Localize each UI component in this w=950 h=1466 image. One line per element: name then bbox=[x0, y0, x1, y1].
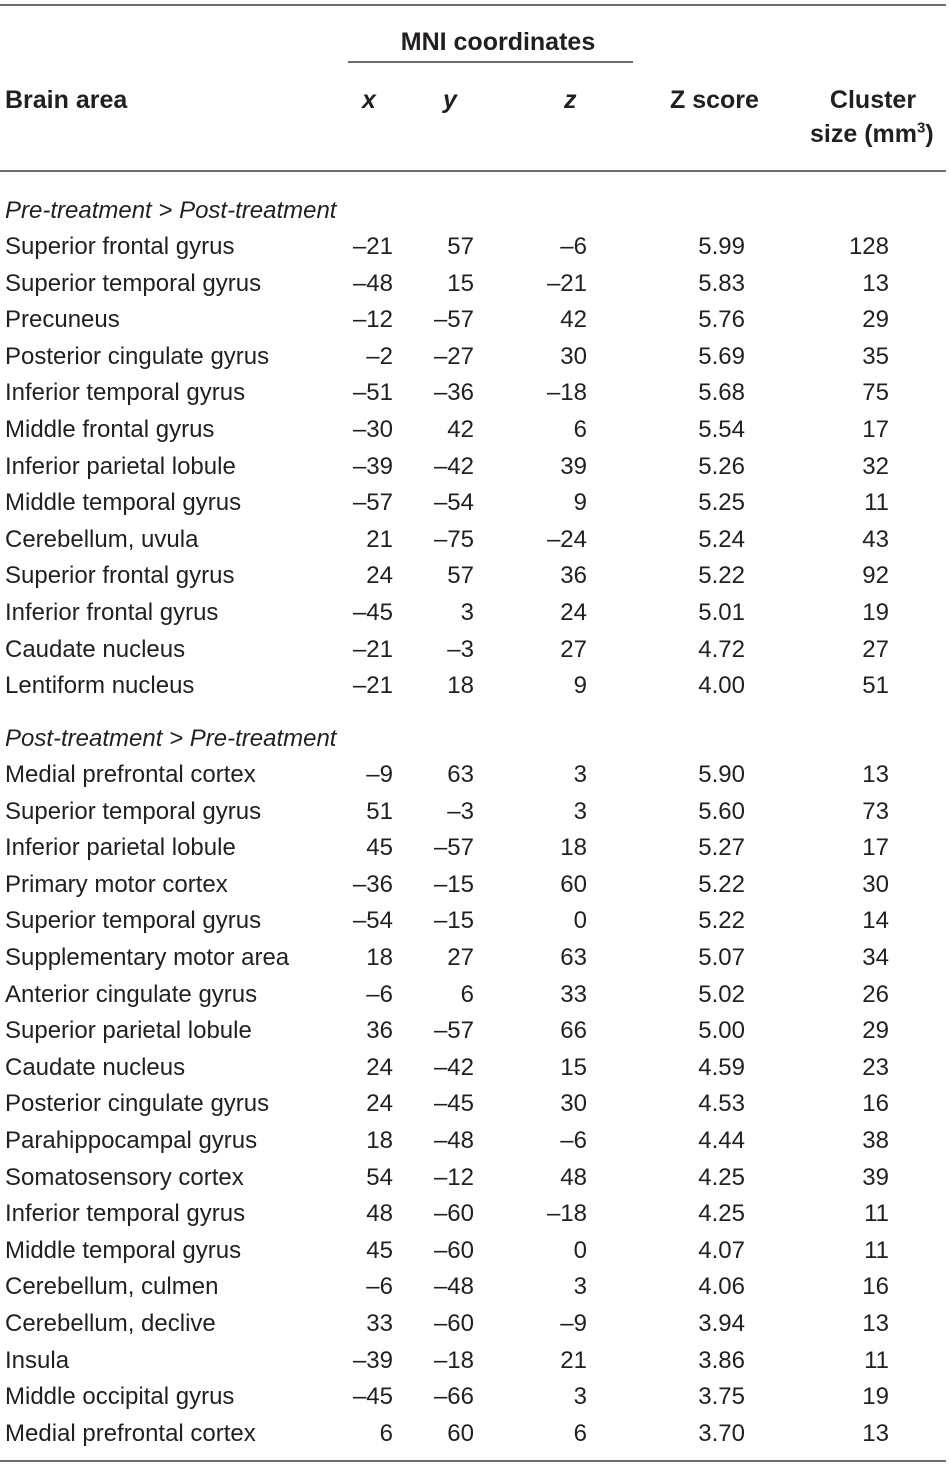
cluster-size-cell: 30 bbox=[862, 870, 889, 898]
z-cell: 63 bbox=[560, 944, 587, 971]
table-row bbox=[0, 1269, 946, 1306]
table-row bbox=[0, 1379, 946, 1416]
brain-area-cell: Cerebellum, declive bbox=[5, 1310, 216, 1337]
brain-area-cell: Somatosensory cortex bbox=[5, 1163, 244, 1191]
cluster-size-cell: 35 bbox=[862, 342, 889, 370]
z-cell: –18 bbox=[546, 1200, 587, 1228]
cluster-size-cell: 17 bbox=[862, 416, 889, 443]
y-cell: 42 bbox=[447, 416, 474, 443]
cluster-size-cell: 29 bbox=[862, 1017, 889, 1045]
x-cell: –6 bbox=[366, 1273, 393, 1301]
z-cell: 42 bbox=[560, 306, 587, 334]
z-cell: 0 bbox=[573, 1236, 587, 1264]
brain-area-cell: Precuneus bbox=[5, 306, 120, 334]
x-cell: 24 bbox=[366, 1053, 393, 1081]
y-cell: 18 bbox=[447, 672, 474, 700]
table-row bbox=[0, 1233, 946, 1270]
z-score-cell: 5.24 bbox=[698, 525, 745, 553]
y-cell: 60 bbox=[447, 1419, 474, 1447]
z-score-cell: 5.54 bbox=[698, 416, 745, 443]
y-cell: –27 bbox=[433, 342, 474, 370]
y-cell: 3 bbox=[460, 599, 474, 626]
x-cell: 18 bbox=[366, 1127, 393, 1154]
y-cell: –42 bbox=[433, 452, 474, 480]
table-row bbox=[0, 1306, 946, 1343]
table-row bbox=[0, 903, 946, 940]
brain-area-cell: Posterior cingulate gyrus bbox=[5, 1090, 270, 1118]
z-score-cell: 4.59 bbox=[698, 1053, 745, 1081]
y-cell: –57 bbox=[433, 1017, 474, 1045]
y-cell: –75 bbox=[433, 525, 474, 553]
z-cell: 21 bbox=[560, 1346, 587, 1374]
x-cell: –21 bbox=[352, 635, 393, 663]
z-score-cell: 3.86 bbox=[698, 1346, 745, 1374]
x-cell: –39 bbox=[352, 452, 393, 480]
z-score-cell: 3.70 bbox=[698, 1419, 745, 1447]
brain-area-cell: Caudate nucleus bbox=[5, 1053, 186, 1081]
brain-area-cell: Superior frontal gyrus bbox=[5, 562, 235, 590]
z-cell: 24 bbox=[560, 599, 587, 626]
y-cell: –3 bbox=[447, 797, 474, 825]
cluster-size-cell: 11 bbox=[864, 1236, 889, 1264]
x-cell: –51 bbox=[352, 379, 393, 407]
y-cell: –48 bbox=[433, 1127, 474, 1154]
z-score-cell: 4.07 bbox=[698, 1236, 745, 1264]
table-row bbox=[0, 977, 946, 1014]
x-cell: –2 bbox=[366, 342, 393, 370]
z-score-cell: 5.60 bbox=[698, 797, 745, 825]
table-row bbox=[0, 1343, 946, 1380]
x-cell: 21 bbox=[366, 525, 393, 553]
z-cell: 66 bbox=[560, 1017, 587, 1045]
z-cell: 15 bbox=[560, 1053, 587, 1081]
brain-area-cell: Superior temporal gyrus bbox=[5, 797, 262, 825]
table-row bbox=[0, 830, 946, 867]
cluster-size-cell: 23 bbox=[862, 1053, 889, 1081]
table-row bbox=[0, 558, 946, 595]
cluster-size-cell: 73 bbox=[862, 797, 889, 825]
table-row bbox=[0, 485, 946, 522]
table-row bbox=[0, 522, 946, 559]
table-row bbox=[0, 375, 946, 412]
table-row bbox=[0, 867, 946, 904]
z-cell: 48 bbox=[560, 1163, 587, 1191]
x-cell: 6 bbox=[379, 1419, 393, 1447]
z-cell: 3 bbox=[573, 1273, 587, 1301]
y-cell: 57 bbox=[447, 562, 474, 590]
brain-area-cell: Superior temporal gyrus bbox=[5, 269, 262, 297]
z-header: z bbox=[564, 86, 577, 114]
brain-area-cell: Middle temporal gyrus bbox=[5, 1236, 242, 1264]
x-cell: –39 bbox=[352, 1346, 393, 1374]
z-score-cell: 5.26 bbox=[698, 452, 745, 480]
x-cell: 51 bbox=[366, 797, 393, 825]
x-cell: –30 bbox=[352, 416, 393, 443]
z-score-cell: 5.00 bbox=[698, 1017, 745, 1045]
x-cell: 48 bbox=[366, 1200, 393, 1228]
z-cell: –6 bbox=[560, 233, 587, 260]
z-score-cell: 5.27 bbox=[698, 834, 745, 862]
x-cell: –45 bbox=[352, 599, 393, 626]
x-cell: 24 bbox=[366, 562, 393, 590]
brain-area-cell: Inferior parietal lobule bbox=[5, 834, 236, 862]
brain-area-cell: Superior temporal gyrus bbox=[5, 907, 262, 935]
z-score-cell: 5.25 bbox=[698, 489, 745, 517]
cluster-size-cell: 16 bbox=[862, 1090, 889, 1118]
table-row bbox=[0, 1013, 946, 1050]
x-cell: 18 bbox=[366, 944, 393, 971]
table-row bbox=[0, 794, 946, 831]
cluster-size-cell: 38 bbox=[862, 1127, 889, 1154]
z-cell: 6 bbox=[573, 1419, 587, 1447]
cluster-size-cell: 34 bbox=[862, 944, 889, 971]
table-row bbox=[0, 940, 946, 977]
cluster-size-cell: 11 bbox=[864, 1200, 889, 1228]
z-score-cell: 3.94 bbox=[698, 1310, 745, 1337]
brain-area-cell: Anterior cingulate gyrus bbox=[5, 980, 258, 1008]
z-cell: 60 bbox=[560, 870, 587, 898]
x-cell: –21 bbox=[352, 233, 393, 260]
z-cell: 3 bbox=[573, 761, 587, 788]
cluster-size-cell: 92 bbox=[862, 562, 889, 590]
z-score-cell: 4.25 bbox=[698, 1200, 745, 1228]
mni-coordinates-header: MNI coordinates bbox=[400, 28, 596, 56]
z-cell: 27 bbox=[560, 635, 587, 663]
x-cell: –45 bbox=[352, 1383, 393, 1411]
x-cell: –9 bbox=[366, 761, 393, 788]
y-cell: –18 bbox=[433, 1346, 474, 1374]
z-cell: 33 bbox=[560, 980, 587, 1008]
brain-area-cell: Lentiform nucleus bbox=[5, 672, 195, 700]
x-cell: 33 bbox=[366, 1310, 393, 1337]
cluster-size-cell: 32 bbox=[862, 452, 889, 480]
brain-area-cell: Middle frontal gyrus bbox=[5, 416, 215, 443]
y-cell: –60 bbox=[433, 1310, 474, 1337]
z-cell: –6 bbox=[560, 1127, 587, 1154]
table-row bbox=[0, 339, 946, 376]
z-score-cell: 5.83 bbox=[698, 269, 745, 297]
z-score-cell: 4.25 bbox=[698, 1163, 745, 1191]
cluster-size-cell: 14 bbox=[862, 907, 889, 935]
table-row bbox=[0, 1160, 946, 1197]
cluster-size-cell: 13 bbox=[862, 1310, 889, 1337]
x-cell: –48 bbox=[352, 269, 393, 297]
cluster-size-cell: 13 bbox=[862, 269, 889, 297]
cluster-size-cell: 13 bbox=[862, 761, 889, 788]
table-row bbox=[0, 1416, 946, 1453]
z-score-cell: 5.22 bbox=[698, 907, 745, 935]
x-cell: –21 bbox=[352, 672, 393, 700]
z-score-cell: 5.68 bbox=[698, 379, 745, 407]
x-cell: 54 bbox=[366, 1163, 393, 1191]
y-cell: –66 bbox=[433, 1383, 474, 1411]
z-cell: 0 bbox=[573, 907, 587, 935]
z-score-cell: 4.72 bbox=[698, 635, 745, 663]
x-cell: 24 bbox=[366, 1090, 393, 1118]
z-cell: –18 bbox=[546, 379, 587, 407]
z-score-cell: 5.22 bbox=[698, 870, 745, 898]
z-score-cell: 5.69 bbox=[698, 342, 745, 370]
y-cell: 63 bbox=[447, 761, 474, 788]
brain-area-cell: Superior parietal lobule bbox=[5, 1017, 252, 1045]
y-cell: –54 bbox=[433, 489, 474, 517]
brain-area-cell: Inferior frontal gyrus bbox=[5, 599, 219, 626]
cluster-size-cell: 16 bbox=[862, 1273, 889, 1301]
cluster-size-cell: 128 bbox=[848, 233, 889, 260]
y-cell: –60 bbox=[433, 1236, 474, 1264]
cluster-size-cell: 11 bbox=[864, 1346, 889, 1374]
section-title: Post-treatment > Pre-treatment bbox=[5, 725, 337, 752]
brain-area-cell: Cerebellum, uvula bbox=[5, 525, 199, 553]
y-cell: –57 bbox=[433, 306, 474, 334]
z-score-cell: 4.53 bbox=[698, 1090, 745, 1118]
z-score-cell: 3.75 bbox=[698, 1383, 745, 1411]
z-cell: –9 bbox=[560, 1310, 587, 1337]
header-rule bbox=[0, 170, 946, 172]
cluster-size-cell: 26 bbox=[862, 980, 889, 1008]
z-score-cell: 4.06 bbox=[698, 1273, 745, 1301]
z-score-header: Z score bbox=[670, 86, 759, 114]
y-cell: –36 bbox=[433, 379, 474, 407]
z-cell: 30 bbox=[560, 1090, 587, 1118]
y-cell: 57 bbox=[447, 233, 474, 260]
table-row bbox=[0, 595, 946, 632]
cluster-size-cell: 19 bbox=[862, 1383, 889, 1411]
cluster-size-cell: 39 bbox=[862, 1163, 889, 1191]
y-cell: –48 bbox=[433, 1273, 474, 1301]
brain-area-cell: Medial prefrontal cortex bbox=[5, 1419, 256, 1447]
table-row bbox=[0, 449, 946, 486]
x-cell: –57 bbox=[352, 489, 393, 517]
brain-area-cell: Middle occipital gyrus bbox=[5, 1383, 235, 1411]
table-row bbox=[0, 229, 946, 266]
x-cell: –36 bbox=[352, 870, 393, 898]
brain-area-cell: Superior frontal gyrus bbox=[5, 233, 235, 260]
y-cell: –3 bbox=[447, 635, 474, 663]
brain-area-cell: Inferior parietal lobule bbox=[5, 452, 236, 480]
cluster-size-cell: 13 bbox=[862, 1419, 889, 1447]
x-cell: 45 bbox=[366, 1236, 393, 1264]
x-header: x bbox=[362, 86, 376, 114]
brain-area-cell: Parahippocampal gyrus bbox=[5, 1127, 258, 1154]
y-cell: –12 bbox=[433, 1163, 474, 1191]
z-cell: 36 bbox=[560, 562, 587, 590]
y-cell: –42 bbox=[433, 1053, 474, 1081]
y-cell: –15 bbox=[433, 870, 474, 898]
table-row bbox=[0, 302, 946, 339]
y-cell: 15 bbox=[447, 269, 474, 297]
table-row bbox=[0, 757, 946, 794]
cluster-size-cell: 17 bbox=[862, 834, 889, 862]
brain-area-cell: Caudate nucleus bbox=[5, 635, 186, 663]
y-header: y bbox=[443, 86, 457, 114]
cluster-size-header-line1: Cluster bbox=[829, 86, 917, 114]
z-cell: 39 bbox=[560, 452, 587, 480]
z-score-cell: 5.99 bbox=[698, 233, 745, 260]
x-cell: –12 bbox=[352, 306, 393, 334]
z-score-cell: 5.90 bbox=[698, 761, 745, 788]
z-score-cell: 5.76 bbox=[698, 306, 745, 334]
cluster-size-cell: 19 bbox=[862, 599, 889, 626]
z-cell: 3 bbox=[573, 1383, 587, 1411]
cluster-size-cell: 75 bbox=[862, 379, 889, 407]
y-cell: –57 bbox=[433, 834, 474, 862]
z-cell: –21 bbox=[546, 269, 587, 297]
z-score-cell: 5.02 bbox=[698, 980, 745, 1008]
table-row bbox=[0, 1086, 946, 1123]
brain-area-cell: Posterior cingulate gyrus bbox=[5, 342, 270, 370]
z-score-cell: 4.00 bbox=[698, 672, 745, 700]
y-cell: –15 bbox=[433, 907, 474, 935]
brain-area-cell: Inferior temporal gyrus bbox=[5, 379, 246, 407]
table-row bbox=[0, 668, 946, 705]
table-row bbox=[0, 1050, 946, 1087]
z-cell: –24 bbox=[546, 525, 587, 553]
brain-area-cell: Cerebellum, culmen bbox=[5, 1273, 219, 1301]
brain-area-cell: Medial prefrontal cortex bbox=[5, 761, 256, 788]
cluster-size-cell: 27 bbox=[862, 635, 889, 663]
z-cell: 9 bbox=[573, 672, 587, 700]
y-cell: –45 bbox=[433, 1090, 474, 1118]
cluster-size-cell: 51 bbox=[862, 672, 889, 700]
top-rule bbox=[0, 4, 946, 6]
table-row bbox=[0, 1123, 946, 1160]
brain-area-cell: Primary motor cortex bbox=[5, 870, 228, 898]
x-cell: 45 bbox=[366, 834, 393, 862]
brain-area-cell: Supplementary motor area bbox=[5, 944, 290, 971]
cluster-size-cell: 11 bbox=[864, 489, 889, 517]
z-cell: 30 bbox=[560, 342, 587, 370]
mni-coordinates-rule bbox=[348, 61, 633, 63]
brain-area-cell: Inferior temporal gyrus bbox=[5, 1200, 246, 1228]
z-cell: 9 bbox=[573, 489, 587, 517]
z-score-cell: 5.07 bbox=[698, 944, 745, 971]
z-score-cell: 5.22 bbox=[698, 562, 745, 590]
y-cell: 27 bbox=[447, 944, 474, 971]
z-cell: 6 bbox=[573, 416, 587, 443]
cluster-size-header-line2: size $(mm^3)$ bbox=[810, 119, 934, 148]
y-cell: –60 bbox=[433, 1200, 474, 1228]
brain-area-cell: Insula bbox=[5, 1346, 70, 1374]
table-row bbox=[0, 632, 946, 669]
table-row bbox=[0, 266, 946, 303]
z-cell: 3 bbox=[573, 797, 587, 825]
brain-area-header: Brain area bbox=[5, 86, 128, 114]
cluster-size-cell: 29 bbox=[862, 306, 889, 334]
bottom-rule bbox=[0, 1460, 946, 1462]
x-cell: –54 bbox=[352, 907, 393, 935]
x-cell: 36 bbox=[366, 1017, 393, 1045]
y-cell: 6 bbox=[460, 980, 474, 1008]
cluster-size-cell: 43 bbox=[862, 525, 889, 553]
brain-area-cell: Middle temporal gyrus bbox=[5, 489, 242, 517]
z-cell: 18 bbox=[560, 834, 587, 862]
table-row bbox=[0, 1196, 946, 1233]
table-row bbox=[0, 412, 946, 449]
section-title: Pre-treatment > Post-treatment bbox=[5, 197, 337, 224]
x-cell: –6 bbox=[366, 980, 393, 1008]
z-score-cell: 5.01 bbox=[698, 599, 745, 626]
z-score-cell: 4.44 bbox=[698, 1127, 745, 1154]
